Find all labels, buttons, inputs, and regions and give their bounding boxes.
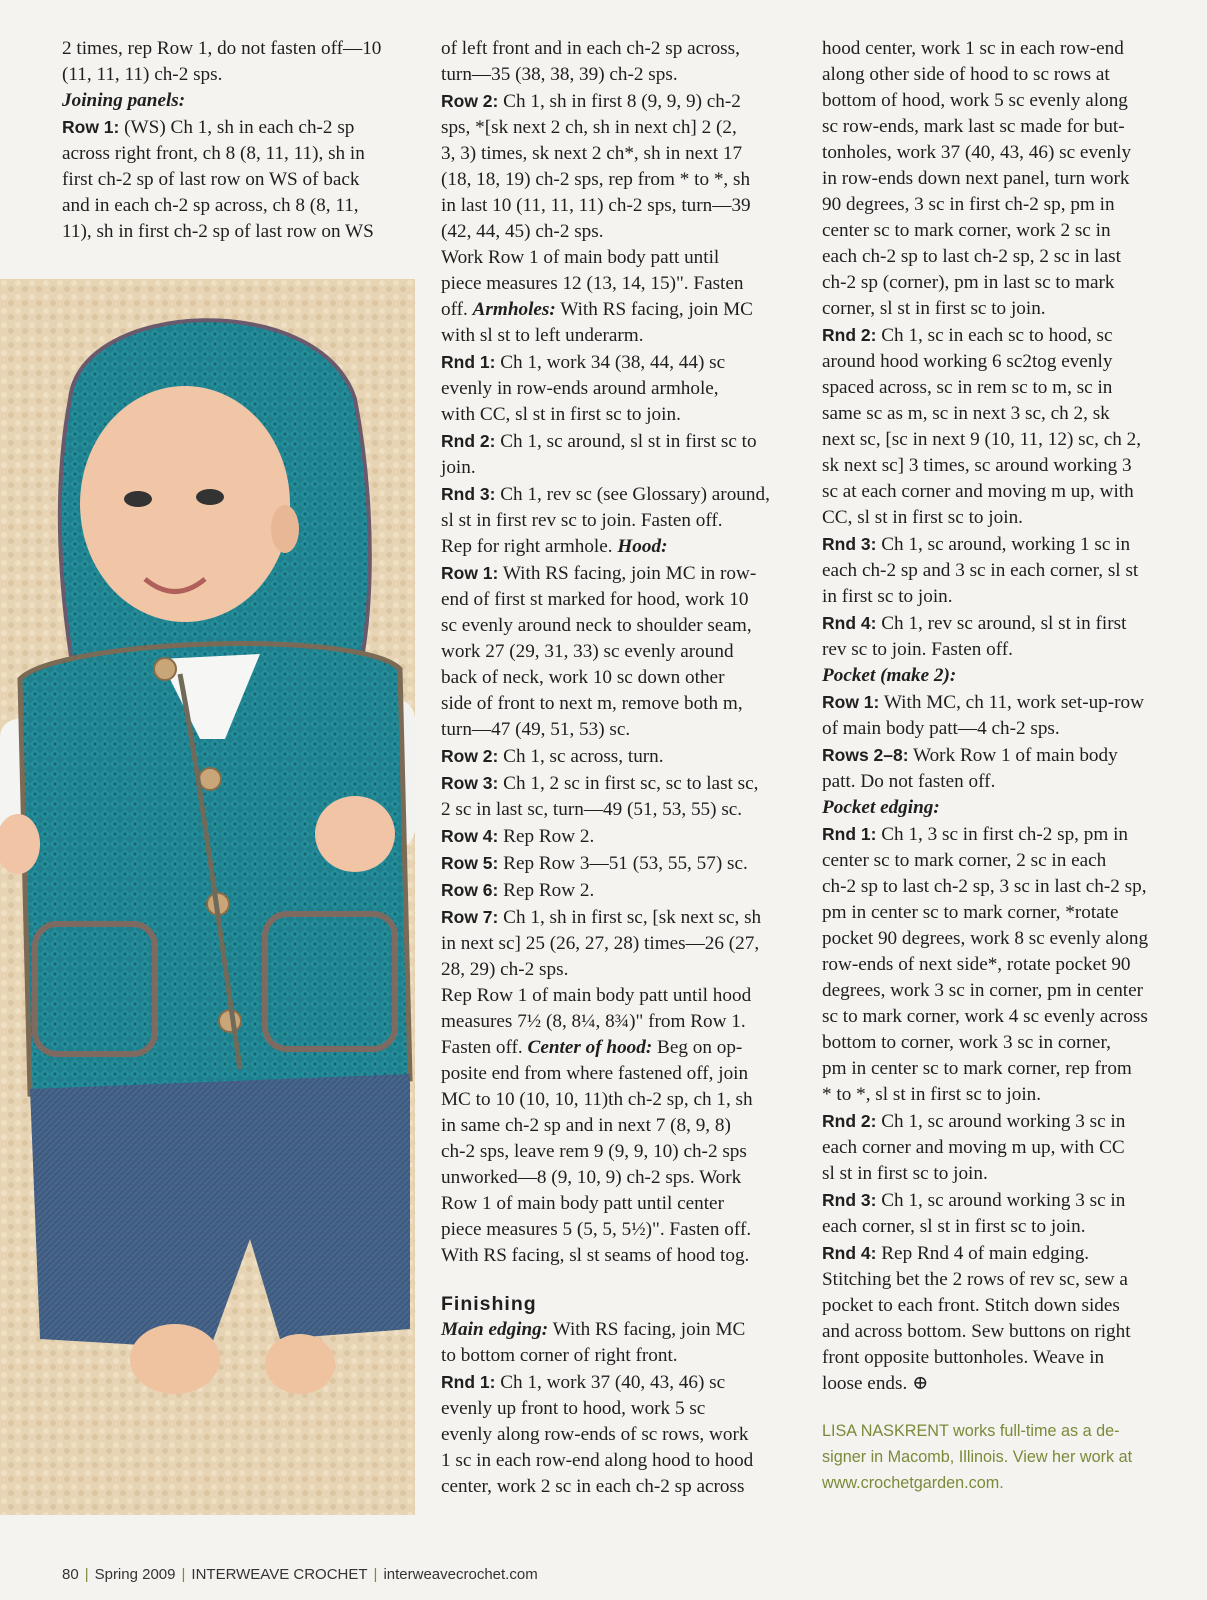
- subheading-joining-panels: Joining panels:: [62, 90, 186, 111]
- text-span: Rep Row 3—51 (53, 55, 57) sc.: [498, 853, 748, 874]
- text-line: Work Row 1 of main body patt until: [441, 247, 720, 268]
- text-span: With RS facing, join MC: [555, 299, 753, 320]
- text-line: [441, 88, 791, 115]
- row-label: Row 6:: [441, 880, 499, 900]
- page-number: 80: [62, 1566, 79, 1583]
- row-label: Row 5:: [441, 853, 499, 873]
- text-line: ch-2 sps, leave rem 9 (9, 9, 10) ch-2 sps: [441, 1141, 747, 1162]
- text-line: center, work 2 sc in each ch-2 sp across: [441, 1476, 745, 1497]
- text-line: Row 1 of main body patt until center: [441, 1193, 724, 1214]
- text-line: [441, 850, 791, 877]
- row-label: Rnd 4:: [822, 613, 877, 633]
- text-line: end of first st marked for hood, work 10: [441, 589, 749, 610]
- designer-website-link[interactable]: www.crochetgarden.com.: [822, 1474, 1004, 1492]
- text-line: * to *, sl st in first sc to join.: [822, 1084, 1042, 1105]
- text-span: Rep Rnd 4 of main edging.: [876, 1243, 1090, 1264]
- subheading-hood: Hood:: [617, 536, 668, 557]
- text-line: turn—47 (49, 51, 53) sc.: [441, 719, 631, 740]
- text-line: in row-ends down next panel, turn work: [822, 168, 1130, 189]
- text-line: 1 sc in each row-end along hood to hood: [441, 1450, 754, 1471]
- bio-line: LISA NASKRENT works full-time as a de-: [822, 1422, 1120, 1440]
- text-line: tonholes, work 37 (40, 43, 46) sc evenly: [822, 142, 1132, 163]
- row-label: Row 2:: [441, 746, 499, 766]
- row-label: Rnd 3:: [441, 484, 496, 504]
- row-label: Rnd 1:: [822, 824, 877, 844]
- text-span: Ch 1, sh in first sc, [sk next sc, sh: [498, 907, 762, 928]
- text-span: Ch 1, sc around, sl st in first sc to: [495, 431, 757, 452]
- text-line: each ch-2 sp and 3 sc in each corner, sl st: [822, 560, 1139, 581]
- text-line: [441, 349, 791, 376]
- text-line: pm in center sc to mark corner, rep from: [822, 1058, 1132, 1079]
- text-line: bottom to corner, work 3 sc in corner,: [822, 1032, 1111, 1053]
- text-line: sc at each corner and moving m up, with: [822, 481, 1134, 502]
- text-line: pocket to each front. Stitch down sides: [822, 1295, 1120, 1316]
- text-line: with CC, sl st in first sc to join.: [441, 404, 681, 425]
- baby-vest-photo: [0, 279, 415, 1515]
- text-line: of main body patt—4 ch-2 sps.: [822, 718, 1060, 739]
- text-line: [441, 297, 791, 323]
- text-span: With RS facing, join MC: [548, 1319, 746, 1340]
- text-line: with sl st to left underarm.: [441, 325, 644, 346]
- text-line: measures 7½ (8, 8¼, 8¾)" from Row 1.: [441, 1011, 746, 1032]
- text-line: in same ch-2 sp and in next 7 (8, 9, 8): [441, 1115, 731, 1136]
- text-line: Stitching bet the 2 rows of rev sc, sew a: [822, 1269, 1128, 1290]
- text-line: [441, 877, 791, 904]
- row-label: Rnd 4:: [822, 1243, 877, 1263]
- text-line: (42, 44, 45) ch-2 sps.: [441, 221, 604, 242]
- text-line: ch-2 sp (corner), pm in last sc to mark: [822, 272, 1115, 293]
- text-span: Ch 1, sc across, turn.: [498, 746, 664, 767]
- row-label: Row 7:: [441, 907, 499, 927]
- text-span: With MC, ch 11, work set-up-row: [879, 692, 1144, 713]
- text-line: 11), sh in first ch-2 sp of last row on WS: [62, 221, 374, 242]
- text-line: 90 degrees, 3 sc in first ch-2 sp, pm in: [822, 194, 1115, 215]
- text-line: center sc to mark corner, 2 sc in each: [822, 850, 1107, 871]
- text-line: pocket 90 degrees, work 8 sc evenly along: [822, 928, 1149, 949]
- photo-illustration: [0, 279, 415, 1515]
- text-line: along other side of hood to sc rows at: [822, 64, 1110, 85]
- subheading-pocket: Pocket (make 2):: [822, 665, 957, 686]
- text-line: [441, 560, 791, 587]
- text-line: sl st in first sc to join.: [822, 1163, 988, 1184]
- text-line: [441, 770, 791, 797]
- text-line: patt. Do not fasten off.: [822, 771, 996, 792]
- text-line: [822, 1240, 1177, 1267]
- row-label: Rnd 1:: [441, 352, 496, 372]
- subheading-center-of-hood: Center of hood:: [527, 1037, 653, 1058]
- magazine-name: INTERWEAVE CROCHET: [191, 1566, 368, 1583]
- text-line: sc row-ends, mark last sc made for but-: [822, 116, 1125, 137]
- text-line: back of neck, work 10 sc down other: [441, 667, 725, 688]
- text-line: evenly in row-ends around armhole,: [441, 378, 719, 399]
- section-heading-finishing: Finishing: [441, 1293, 537, 1315]
- column-3: [822, 36, 1177, 1397]
- text-span: Ch 1, rev sc (see Glossary) around,: [495, 484, 770, 505]
- text-span: Ch 1, work 34 (38, 44, 44) sc: [495, 352, 726, 373]
- page-footer: [62, 1566, 538, 1583]
- text-line: [441, 823, 791, 850]
- row-label: Row 2:: [441, 91, 499, 111]
- column-1: [62, 36, 412, 245]
- text-span: Rep for right armhole.: [441, 536, 618, 557]
- text-line: [441, 743, 791, 770]
- text-line: first ch-2 sp of last row on WS of back: [62, 169, 360, 190]
- row-label: Rnd 3:: [822, 534, 877, 554]
- row-label: Rnd 3:: [822, 1190, 877, 1210]
- text-line: spaced across, sc in rem sc to m, sc in: [822, 377, 1113, 398]
- text-span: off.: [441, 299, 473, 320]
- text-line: [822, 322, 1177, 349]
- text-line: turn—35 (38, 38, 39) ch-2 sps.: [441, 64, 678, 85]
- row-label: Row 3:: [441, 773, 499, 793]
- subheading-armholes: Armholes:: [472, 299, 556, 320]
- text-span: Ch 1, sc around working 3 sc in: [876, 1190, 1126, 1211]
- row-label: Rnd 2:: [441, 431, 496, 451]
- row-label: Row 1:: [822, 692, 880, 712]
- text-line: and in each ch-2 sp across, ch 8 (8, 11,: [62, 195, 359, 216]
- text-line: center sc to mark corner, work 2 sc in: [822, 220, 1111, 241]
- text-line: each ch-2 sp to last ch-2 sp, 2 sc in last: [822, 246, 1121, 267]
- text-span: Rep Row 2.: [498, 826, 595, 847]
- text-line: of left front and in each ch-2 sp across,: [441, 38, 740, 59]
- text-line: each corner and moving m up, with CC: [822, 1137, 1125, 1158]
- text-line: piece measures 12 (13, 14, 15)". Fasten: [441, 273, 744, 294]
- row-label: Rnd 2:: [822, 325, 877, 345]
- text-line: sk next sc] 3 times, sc around working 3: [822, 455, 1132, 476]
- text-line: side of front to next m, remove both m,: [441, 693, 743, 714]
- row-label: Row 4:: [441, 826, 499, 846]
- text-line: in first sc to join.: [822, 586, 953, 607]
- bio-line: signer in Macomb, Illinois. View her work at: [822, 1448, 1133, 1466]
- text-line: sc evenly around neck to shoulder seam,: [441, 615, 752, 636]
- text-line: [441, 1317, 791, 1343]
- text-line: to bottom corner of right front.: [441, 1345, 678, 1366]
- text-line: corner, sl st in first sc to join.: [822, 298, 1046, 319]
- text-line: unworked—8 (9, 10, 9) ch-2 sps. Work: [441, 1167, 742, 1188]
- text-line: across right front, ch 8 (8, 11, 11), sh in: [62, 143, 365, 164]
- text-span: Ch 1, sc around working 3 sc in: [876, 1111, 1126, 1132]
- text-line: pm in center sc to mark corner, *rotate: [822, 902, 1119, 923]
- column-2: [441, 36, 791, 1500]
- text-line: sc to mark corner, work 4 sc evenly across: [822, 1006, 1148, 1027]
- separator: |: [181, 1566, 186, 1583]
- text-line: loose ends. ⊕: [822, 1373, 929, 1394]
- text-span: Ch 1, work 37 (40, 43, 46) sc: [495, 1372, 726, 1393]
- text-line: Row 1: (WS) Ch 1, sh in each ch-2 sp: [62, 117, 355, 138]
- text-line: evenly along row-ends of sc rows, work: [441, 1424, 749, 1445]
- text-line: [441, 534, 791, 560]
- text-line: Rep Row 1 of main body patt until hood: [441, 985, 752, 1006]
- text-span: Ch 1, sh in first 8 (9, 9, 9) ch-2: [498, 91, 741, 112]
- text-span: Ch 1, 3 sc in first ch-2 sp, pm in: [876, 824, 1129, 845]
- text-line: in next sc] 25 (26, 27, 28) times—26 (27,: [441, 933, 760, 954]
- designer-bio: [822, 1418, 1182, 1496]
- row-label: Rnd 2:: [822, 1111, 877, 1131]
- text-span: Ch 1, sc around, working 1 sc in: [876, 534, 1131, 555]
- text-line: [441, 1369, 791, 1396]
- row-label: Row 1:: [62, 117, 120, 137]
- text-line: hood center, work 1 sc in each row-end: [822, 38, 1124, 59]
- text-line: [822, 1187, 1177, 1214]
- row-label: Row 1:: [441, 563, 499, 583]
- text-line: rev sc to join. Fasten off.: [822, 639, 1013, 660]
- text-line: bottom of hood, work 5 sc evenly along: [822, 90, 1128, 111]
- row-label: Rows 2–8:: [822, 745, 909, 765]
- separator: |: [373, 1566, 378, 1583]
- text-line: [822, 821, 1177, 848]
- text-span: Fasten off.: [441, 1037, 528, 1058]
- text-line: degrees, work 3 sc in corner, pm in center: [822, 980, 1144, 1001]
- spacer: [441, 1269, 791, 1291]
- text-span: With RS facing, join MC in row-: [498, 563, 757, 584]
- text-line: work 27 (29, 31, 33) sc evenly around: [441, 641, 734, 662]
- text-span: Rep Row 2.: [498, 880, 595, 901]
- text-line: evenly up front to hood, work 5 sc: [441, 1398, 706, 1419]
- text-line: [822, 610, 1177, 637]
- text-line: [822, 689, 1177, 716]
- text-line: 3, 3) times, sk next 2 ch*, sh in next 17: [441, 143, 743, 164]
- magazine-url[interactable]: interweavecrochet.com: [383, 1566, 538, 1583]
- text-line: sl st in first rev sc to join. Fasten off.: [441, 510, 723, 531]
- text-line: posite end from where fastened off, join: [441, 1063, 749, 1084]
- text-line: each corner, sl st in first sc to join.: [822, 1216, 1086, 1237]
- text-line: sps, *[sk next 2 ch, sh in next ch] 2 (2,: [441, 117, 737, 138]
- text-line: [441, 481, 791, 508]
- text-line: around hood working 6 sc2tog evenly: [822, 351, 1113, 372]
- text-line: [441, 904, 791, 931]
- text-line: in last 10 (11, 11, 11) ch-2 sps, turn—39: [441, 195, 751, 216]
- text-line: (11, 11, 11) ch-2 sps.: [62, 64, 223, 85]
- text-line: ch-2 sp to last ch-2 sp, 3 sc in last ch-2 sp,: [822, 876, 1147, 897]
- text-line: [822, 742, 1177, 769]
- text-span: Beg on op-: [652, 1037, 743, 1058]
- subheading-main-edging: Main edging:: [441, 1319, 549, 1340]
- text-line: [441, 428, 791, 455]
- text-line: same sc as m, sc in next 3 sc, ch 2, sk: [822, 403, 1110, 424]
- text-line: [441, 1035, 791, 1061]
- text-span: Ch 1, 2 sc in first sc, sc to last sc,: [498, 773, 759, 794]
- separator: |: [84, 1566, 89, 1583]
- text-line: and across bottom. Sew buttons on right: [822, 1321, 1131, 1342]
- text-span: Ch 1, rev sc around, sl st in first: [876, 613, 1127, 634]
- text-span: Ch 1, sc in each sc to hood, sc: [876, 325, 1113, 346]
- text-line: CC, sl st in first sc to join.: [822, 507, 1023, 528]
- text-line: 2 sc in last sc, turn—49 (51, 53, 55) sc.: [441, 799, 743, 820]
- text-line: [822, 1108, 1177, 1135]
- text-line: [822, 531, 1177, 558]
- text-line: row-ends of next side*, rotate pocket 90: [822, 954, 1131, 975]
- text-line: join.: [441, 457, 476, 478]
- subheading-pocket-edging: Pocket edging:: [822, 797, 940, 818]
- text-line: piece measures 5 (5, 5, 5½)". Fasten off.: [441, 1219, 752, 1240]
- text-span: Work Row 1 of main body: [908, 745, 1118, 766]
- text-line: next sc, [sc in next 9 (10, 11, 12) sc, ch 2,: [822, 429, 1142, 450]
- text-line: front opposite buttonholes. Weave in: [822, 1347, 1105, 1368]
- issue-date: Spring 2009: [94, 1566, 176, 1583]
- row-label: Rnd 1:: [441, 1372, 496, 1392]
- text-line: MC to 10 (10, 10, 11)th ch-2 sp, ch 1, sh: [441, 1089, 753, 1110]
- text-line: (18, 18, 19) ch-2 sps, rep from * to *, sh: [441, 169, 751, 190]
- text-line: With RS facing, sl st seams of hood tog.: [441, 1245, 750, 1266]
- text-line: 28, 29) ch-2 sps.: [441, 959, 569, 980]
- text-line: 2 times, rep Row 1, do not fasten off—10: [62, 38, 382, 59]
